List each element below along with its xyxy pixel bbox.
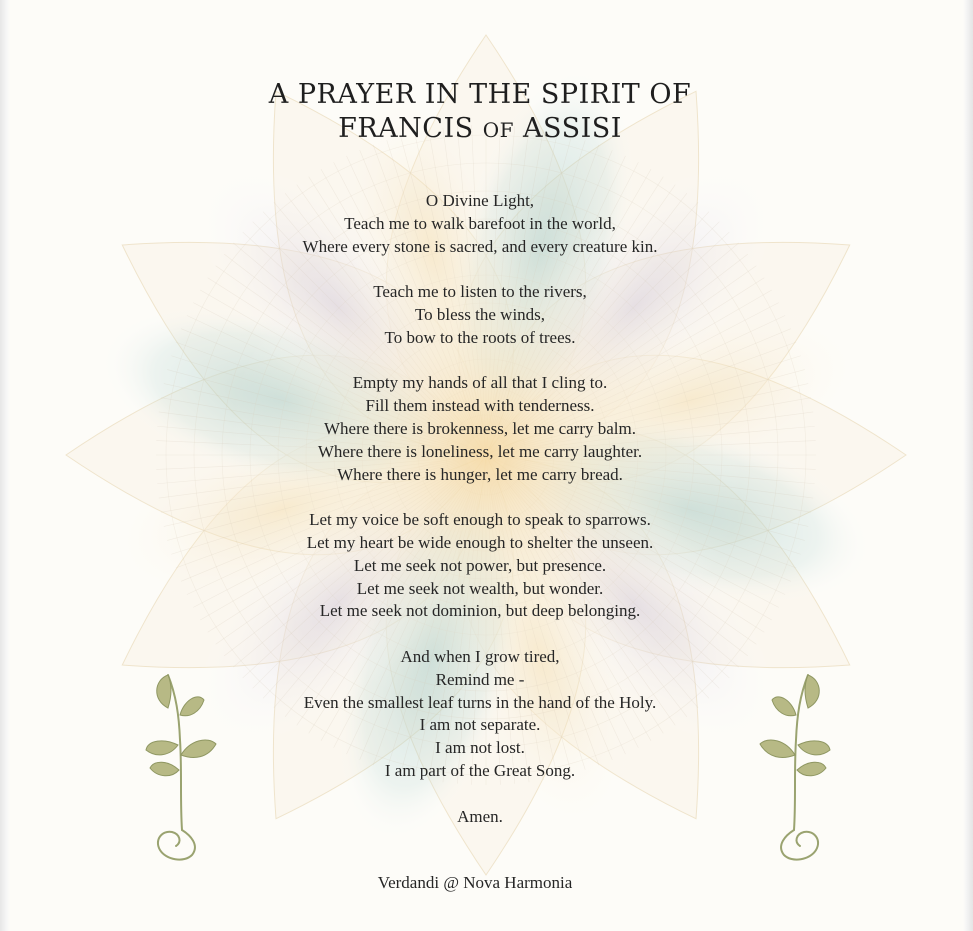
poem-line: Remind me - — [435, 669, 525, 689]
poem-line: Let me seek not wealth, but wonder. — [356, 578, 604, 598]
poem-line: I am part of the Great Song. — [384, 760, 576, 780]
stanza — [0, 372, 960, 486]
poem-line: Where there is hunger, let me carry bread. — [337, 464, 623, 484]
stanza — [0, 281, 960, 349]
leaf-sprig-right-icon — [748, 660, 838, 870]
poem-line: Let my voice be soft enough to speak to sparrows. — [309, 510, 651, 530]
poem-line: O Divine Light, — [425, 191, 535, 210]
poem-line: Where there is brokenness, let me carry balm. — [323, 418, 636, 438]
page-title — [0, 78, 960, 147]
poem-line: Where every stone is sacred, and every creature kin. — [302, 236, 658, 256]
poem-line: To bless the winds, — [414, 304, 546, 324]
poem-line: I am not lost. — [435, 738, 525, 758]
leaf-sprig-left-icon — [138, 660, 228, 870]
title-line-2-part-1: FRANCIS — [338, 113, 483, 144]
poem-line: Where there is loneliness, let me carry laughter. — [317, 441, 643, 461]
stanza — [0, 509, 960, 623]
poem-line: I am not separate. — [419, 715, 541, 735]
poem-line: To bow to the roots of trees. — [384, 327, 576, 347]
poem-line: Fill them instead with tenderness. — [365, 396, 595, 416]
signature: Verdandi @ Nova Harmonia — [377, 873, 573, 892]
poem-line: And when I grow tired, — [400, 646, 560, 666]
poem-line: Let me seek not power, but presence. — [353, 555, 607, 575]
poem-line: Empty my hands of all that I cling to. — [352, 373, 608, 393]
title-line-1: A PRAYER IN THE SPIRIT OF — [268, 79, 692, 110]
poem-line: Teach me to listen to the rivers, — [373, 282, 587, 302]
poem-line: Teach me to walk barefoot in the world, — [344, 213, 616, 233]
title-line-2-small: OF — [482, 118, 514, 142]
poem-line: Even the smallest leaf turns in the hand of the Holy. — [303, 692, 657, 712]
poem-line: Let me seek not dominion, but deep belonging. — [319, 601, 641, 621]
poem-line: Let my heart be wide enough to shelter the unseen. — [306, 532, 654, 552]
amen-line: Amen. — [457, 806, 503, 826]
title-line-2-part-2: ASSISI — [513, 113, 622, 144]
stanza — [0, 190, 960, 258]
